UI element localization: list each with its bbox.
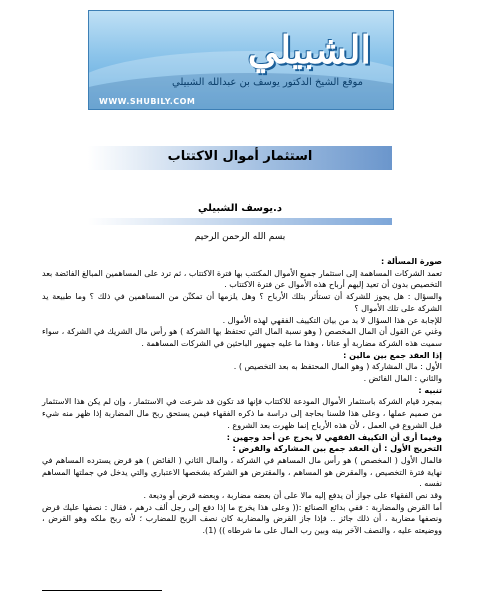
paragraph: وغني عن القول أن المال المخصص ( وهو نسبة المال التي تحتفظ بها الشركة ) هو رأس مال الشريك في الشركة ، سواء سميت هذه الشركة مضاربة أو عنانا ، وهذا ما عليه جمهور الباحثين في الشركات المساهمة . [42, 327, 442, 348]
paragraph: تنبيه : [418, 385, 442, 395]
site-logo: الشبيلي [247, 27, 371, 72]
document-body [42, 256, 442, 537]
site-tagline: موقع الشيخ الدكتور يوسف بن عبدالله الشبيلي [172, 77, 363, 88]
basmala: بسم الله الرحمن الرحيم [194, 232, 286, 242]
paragraph: إذا العقد جمع بين مالين : [343, 350, 442, 360]
paragraph: الأول : مال المشاركة ( وهو المال المحتفظ به بعد التخصيص ) . [233, 362, 442, 372]
paragraph: التخريج الأول : أن العقد جمع بين المشاركة والقرض : [232, 444, 442, 454]
author-underline-bar [88, 218, 392, 225]
author-name: د.يوسف الشبيلي [198, 203, 282, 214]
title-bar [88, 146, 392, 170]
site-banner [88, 10, 394, 110]
website-url: WWW.SHUBILY.COM [99, 97, 196, 106]
document-title: استثمار أموال الاكتتاب [167, 149, 313, 164]
paragraph: للإجابة عن هذا السؤال لا بد من بيان التكييف الفقهي لهذه الأموال . [222, 315, 442, 325]
paragraph: تعمد الشركات المساهمة إلى استثمار جميع الأموال المكتتب بها فترة الاكتتاب ، ثم ترد على المساهمين المبالغ الفائضة بعد التخصيص بدون أن تعيد إليهم أرباح هذه الأموال عن فترة الاكتتاب . [42, 268, 442, 290]
paragraph: وفيما أرى أن التكييف الفقهي لا يخرج عن أحد وجهين : [226, 432, 442, 442]
paragraph: فالمال الأول ( المخصص ) هو رأس مال المساهم في الشركة ، والمال الثاني ( الفائض ) هو قرض يسترده المساهم في نهاية فترة التخصيص ، والمقرض هو المساهم ، والمقترض هو الشركة بشخصها الاعتباري والتي يدخل في جملتها المساهم نفسه . [42, 455, 442, 489]
paragraph: صورة المسألة : [381, 257, 442, 266]
paragraph: أما القرض والمضاربة : ففي بدائع الصنائع :(( وعلى هذا يخرج ما إذا دفع إلى رجل ألف درهم ، فقال : نصفها عليك قرض ونصفها مضاربة ، أن ذلك جائز .. فإذا جاز القرض والمضاربة كان نصف الربح للمضارب ؛ لأنه ربح ملكه وهو القرض ، ووضيعته عليه ، والنصف الآخر بينه وبين رب المال على ما شرطاه )) (1). [42, 502, 442, 536]
footnote-separator [42, 590, 162, 591]
paragraph: وقد نص الفقهاء على جواز أن يدفع إليه مالا على أن بعضه مضاربة ، وبعضه قرض أو وديعة . [143, 491, 442, 501]
paragraph: بمجرد قيام الشركة باستثمار الأموال المودعة للاكتتاب فإنها قد تكون قد شرعت في الاستثمار ، وإن لم يكن هذا الاستثمار من صميم عملها ، وعلى هذا فلسنا بحاجة إلى دراسة ما ذكره الفقهاء فيمن يستحق ربح مال المضاربة إذا ظهر منه شيء قبل الشروع في العمل ، لأن هذه الأرباح إنما ظهرت بعد الشروع . [42, 397, 442, 430]
paragraph: والثاني : المال الفائض . [363, 374, 442, 384]
paragraph: والسؤال : هل يجوز للشركة أن تستأثر بتلك الأرباح ؟ وهل يلزمها أن تمكنّن من المساهمين في ذلك ؟ وما طبيعة يد الشركة على تلك الأموال ؟ [42, 292, 442, 313]
